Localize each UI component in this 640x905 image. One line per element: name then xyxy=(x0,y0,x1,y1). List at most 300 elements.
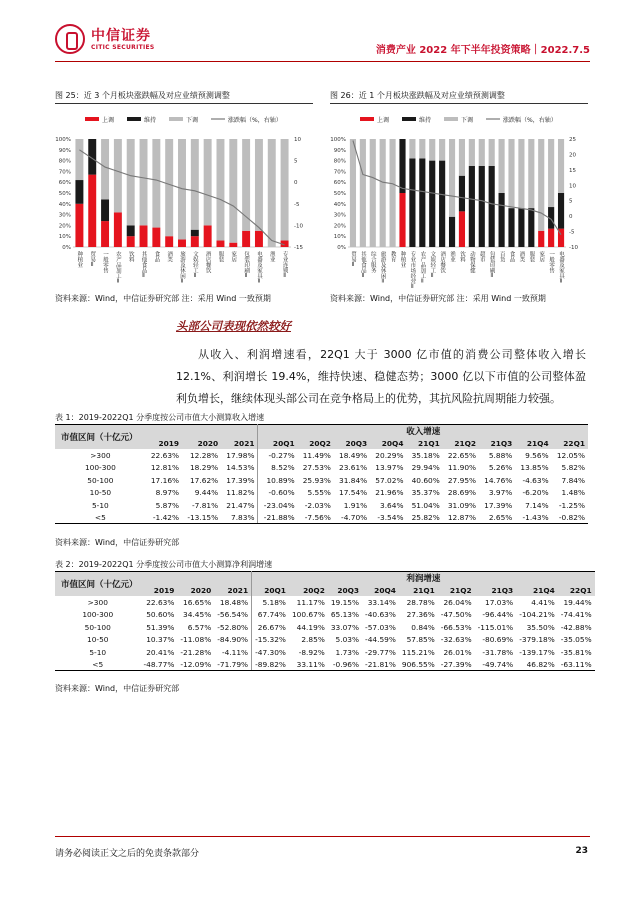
bar-segment xyxy=(380,139,386,247)
x-tick-label: 百货 xyxy=(498,251,505,262)
y2-tick-label: 20 xyxy=(569,152,576,159)
legend-swatch-0 xyxy=(360,117,374,121)
bar-segment xyxy=(399,193,405,247)
bar-segment xyxy=(127,236,135,247)
legend-label: 上调 xyxy=(102,117,115,124)
table-cell: -0.82% xyxy=(552,511,588,523)
x-tick-label: 文娱轻工Ⅱ xyxy=(191,251,198,279)
table-cell: 12.87% xyxy=(443,511,479,523)
figure-26-source: 资料来源：Wind，中信证券研究部 注：采用 Wind 一致预期 xyxy=(330,294,546,303)
table-cell: -32.63% xyxy=(440,635,472,645)
column-header: 2020 xyxy=(182,437,221,449)
x-tick-label: 超市 xyxy=(478,251,485,262)
legend-label: 维持 xyxy=(419,117,432,124)
bar-segment xyxy=(508,139,514,208)
y-tick-label: 0% xyxy=(62,245,71,251)
bar-segment xyxy=(548,229,554,247)
page-number: 23 xyxy=(575,846,588,856)
table-cell: -57.03% xyxy=(365,622,396,632)
column-header: 21Q4 xyxy=(515,437,551,449)
table-cell: 11.82% xyxy=(221,487,258,499)
legend-label: 涨跌幅（%，右轴） xyxy=(503,117,557,124)
table-cell: 33.14% xyxy=(367,598,396,608)
table-cell: 7.84% xyxy=(561,475,585,485)
bar-segment xyxy=(229,243,237,247)
legend-swatch-2 xyxy=(444,117,458,121)
table-cell: 27.95% xyxy=(447,475,477,485)
table-cell: 5.26% xyxy=(488,463,513,473)
table-cell: -44.59% xyxy=(365,635,396,645)
y-tick-label: 10% xyxy=(333,234,346,241)
column-header: 22Q1 xyxy=(552,437,588,449)
table-cell: 57.02% xyxy=(375,475,404,485)
table-row xyxy=(55,474,588,486)
x-tick-label: 包装印刷Ⅱ xyxy=(488,251,495,279)
column-header: 21Q3 xyxy=(475,584,517,596)
column-header: 20Q1 xyxy=(258,437,298,449)
y2-tick-label: 0 xyxy=(294,180,298,187)
bar-segment xyxy=(114,139,122,212)
table-cell: -0.60% xyxy=(268,488,295,498)
table-cell: -2.03% xyxy=(304,500,331,510)
table-cell: 12.28% xyxy=(189,451,219,461)
table-cell: -379.18% xyxy=(519,635,555,645)
table-cell: 11.90% xyxy=(447,463,477,473)
table-cell: 0.84% xyxy=(411,622,435,632)
table-cell: 28.78% xyxy=(406,598,435,608)
column-header: 20Q1 xyxy=(252,584,289,596)
report-title: 消费产业 2022 年下半年投资策略｜2022.7.5 xyxy=(375,45,590,56)
bar-segment xyxy=(350,139,356,247)
body-paragraph: 从收入、利润增速看，22Q1 大于 3000 亿市值的消费公司整体收入增长 12.1%、利润增长 19.4%，维持快速、稳健态势；3000 亿以下市值的公司整体盈利负增长，继续体现头部公司在竞争格局上的优势，其抗风险抗周期能力较强。 xyxy=(176,348,586,405)
x-tick-label: 酒店餐饮 xyxy=(204,251,211,273)
x-tick-label: 其他食品Ⅱ xyxy=(359,251,366,279)
bar-segment xyxy=(469,166,475,247)
x-tick-label: 贸易Ⅱ xyxy=(89,251,96,268)
x-tick-label: 食品 xyxy=(153,251,160,262)
bar-segment xyxy=(216,139,224,241)
table-cell: -115.01% xyxy=(477,622,514,632)
y2-tick-label: 0 xyxy=(569,214,573,221)
bar-segment xyxy=(439,161,445,247)
bar-segment xyxy=(538,231,544,247)
table-cell: -31.78% xyxy=(482,647,514,657)
table-cell: -7.56% xyxy=(298,511,334,523)
x-tick-label: 渔业 xyxy=(449,251,456,262)
table-1 xyxy=(55,424,588,524)
x-tick-label: 服装 xyxy=(217,251,224,262)
x-tick-label: 专业连锁Ⅱ xyxy=(281,251,288,279)
table-cell: -4.11% xyxy=(214,646,251,658)
legend-label: 上调 xyxy=(377,117,390,124)
column-header: 20Q4 xyxy=(362,584,399,596)
bar-segment xyxy=(281,139,289,241)
table-cell: -80.69% xyxy=(482,635,514,645)
table-cell: 10.37% xyxy=(146,635,175,645)
table-cell: 7.14% xyxy=(525,500,549,510)
bar-segment xyxy=(114,212,122,247)
table-cell: -13.15% xyxy=(182,511,221,523)
table-cell: 5.88% xyxy=(488,451,513,461)
bar-segment xyxy=(459,176,465,212)
bar-segment xyxy=(558,139,564,193)
y-tick-label: 90% xyxy=(333,147,346,154)
row-label: 50-100 xyxy=(87,475,114,485)
bar-segment xyxy=(558,193,564,229)
table-row xyxy=(55,658,595,670)
table-cell: -1.42% xyxy=(146,511,182,523)
table-cell: 20.41% xyxy=(146,647,175,657)
figure-26 xyxy=(330,90,588,297)
table-cell: -96.44% xyxy=(482,610,514,620)
bar-segment xyxy=(409,158,415,247)
table-cell: -71.79% xyxy=(214,658,251,670)
x-tick-label: 动物保健 xyxy=(468,251,475,273)
bar-segment xyxy=(528,208,534,247)
column-header: 21Q2 xyxy=(443,437,479,449)
column-header: 21Q3 xyxy=(479,437,515,449)
x-tick-label: 家居 xyxy=(230,251,237,262)
x-tick-label: 种植业 xyxy=(399,251,406,268)
bar-segment xyxy=(268,139,276,247)
table-1-title: 表 1：2019-2022Q1 分季度按公司市值大小测算收入增速 xyxy=(55,413,265,422)
bar-segment xyxy=(255,139,263,231)
bar-segment xyxy=(165,139,173,236)
figure-25-source: 资料来源：Wind，中信证券研究部 注：采用 Wind 一致预期 xyxy=(55,294,271,303)
table-cell: 20.29% xyxy=(375,451,404,461)
table-cell: 5.55% xyxy=(307,488,331,498)
footer-divider xyxy=(55,836,590,837)
figure-25-title: 图 25：近 3 个月板块涨跌幅及对应业绩预测调整 xyxy=(55,90,313,104)
table-cell: -56.54% xyxy=(214,609,251,621)
table-cell: 9.44% xyxy=(194,488,219,498)
table-cell: 17.62% xyxy=(189,475,219,485)
y2-tick-label: 10 xyxy=(294,137,301,143)
table-2-source: 资料来源：Wind，中信证券研究部 xyxy=(55,684,180,693)
table-cell: -47.30% xyxy=(255,647,286,657)
table-cell: 3.97% xyxy=(488,488,513,498)
table-cell: 16.65% xyxy=(183,598,212,608)
x-tick-label: 旅游及休闲Ⅱ xyxy=(179,251,185,285)
x-tick-label: 专业市场经营Ⅱ xyxy=(409,251,416,290)
table-row xyxy=(55,609,595,621)
x-tick-label: 食品 xyxy=(508,251,515,262)
bar-segment xyxy=(165,236,173,247)
row-label: 50-100 xyxy=(84,622,111,632)
table-cell: -35.81% xyxy=(560,647,592,657)
table-cell: -29.77% xyxy=(365,647,396,657)
table-cell: 26.67% xyxy=(257,622,286,632)
table-cell: 9.56% xyxy=(525,451,549,461)
row-label: 10-50 xyxy=(89,488,112,498)
y2-tick-label: -10 xyxy=(569,245,578,251)
y2-tick-label: -5 xyxy=(294,201,300,208)
bar-segment xyxy=(242,231,250,247)
table-cell: -40.63% xyxy=(365,610,396,620)
table-cell: -6.20% xyxy=(522,488,549,498)
table-cell: -8.92% xyxy=(298,647,325,657)
bar-segment xyxy=(489,166,495,247)
y-tick-label: 20% xyxy=(58,223,71,230)
bar-segment xyxy=(191,139,199,230)
table-cell: -27.39% xyxy=(438,658,475,670)
table-cell: 12.81% xyxy=(150,463,180,473)
bar-segment xyxy=(449,139,455,217)
table-cell: 14.53% xyxy=(221,462,258,474)
bar-segment xyxy=(449,217,455,247)
bar-segment xyxy=(191,236,199,247)
table-cell: 57.85% xyxy=(406,635,435,645)
bar-segment xyxy=(127,139,135,225)
bar-segment xyxy=(152,139,160,228)
table-cell: 17.39% xyxy=(221,474,258,486)
x-tick-label: 教育 xyxy=(389,251,396,262)
column-header: 21Q2 xyxy=(438,584,475,596)
table-cell: 21.47% xyxy=(221,499,258,511)
bar-segment xyxy=(538,139,544,231)
table-row xyxy=(55,596,595,608)
table-cell: 115.21% xyxy=(401,647,435,657)
y-tick-label: 60% xyxy=(58,180,71,187)
y-tick-label: 50% xyxy=(58,191,71,197)
table-cell: -66.53% xyxy=(440,622,472,632)
bar-segment xyxy=(370,139,376,247)
table-cell: 31.09% xyxy=(447,500,477,510)
y-tick-label: 100% xyxy=(330,137,346,143)
table-cell: 17.98% xyxy=(221,449,258,461)
table-cell: 5.03% xyxy=(335,635,360,645)
bar-segment xyxy=(191,230,199,236)
column-header: 2021 xyxy=(214,584,251,596)
table-cell: 35.37% xyxy=(411,488,440,498)
table-cell: 17.03% xyxy=(485,598,514,608)
bar-segment xyxy=(479,166,485,247)
table-cell: 11.49% xyxy=(302,451,331,461)
column-header: 21Q1 xyxy=(399,584,438,596)
table-cell: 2.85% xyxy=(301,635,325,645)
y-tick-label: 80% xyxy=(58,158,71,165)
bar-segment xyxy=(429,139,435,161)
y2-tick-label: -5 xyxy=(569,229,575,236)
row-label: <5 xyxy=(55,658,141,670)
x-tick-label: 服装 xyxy=(528,251,535,262)
bar-segment xyxy=(75,204,83,247)
bar-segment xyxy=(499,193,505,247)
table-cell: 51.39% xyxy=(146,622,175,632)
table-cell: 2.65% xyxy=(479,511,515,523)
figure-26-chart xyxy=(330,107,588,297)
bar-segment xyxy=(489,139,495,166)
table-cell: 25.82% xyxy=(406,511,442,523)
table-cell: 18.49% xyxy=(339,451,368,461)
y-tick-label: 10% xyxy=(58,234,71,241)
y-tick-label: 60% xyxy=(333,180,346,187)
range-header: 市值区间（十亿元） xyxy=(55,425,146,450)
bar-segment xyxy=(439,139,445,161)
table-cell: -47.50% xyxy=(440,610,472,620)
table-cell: 1.91% xyxy=(343,500,368,510)
y2-tick-label: 5 xyxy=(569,198,573,205)
table-cell: 1.48% xyxy=(561,488,585,498)
table-cell: -1.25% xyxy=(558,500,585,510)
bar-segment xyxy=(419,158,425,247)
table-cell: 17.39% xyxy=(484,500,513,510)
table-cell: -49.74% xyxy=(475,658,517,670)
y-tick-label: 100% xyxy=(55,137,71,143)
column-header: 2019 xyxy=(141,584,178,596)
annual-header-spacer xyxy=(146,425,258,438)
column-header: 21Q1 xyxy=(406,437,442,449)
row-label: <5 xyxy=(55,511,146,523)
bar-segment xyxy=(459,211,465,247)
y-tick-label: 30% xyxy=(58,212,71,219)
table-cell: 26.04% xyxy=(443,598,472,608)
table-cell: 6.57% xyxy=(187,622,212,632)
x-tick-label: 农产品加工Ⅱ xyxy=(114,251,121,285)
bar-segment xyxy=(548,139,554,207)
y2-tick-label: -15 xyxy=(294,245,303,251)
bar-segment xyxy=(88,175,96,247)
table-cell: 46.82% xyxy=(516,658,558,670)
table-cell: 34.45% xyxy=(183,610,212,620)
bar-segment xyxy=(75,180,83,204)
bar-segment xyxy=(399,139,405,193)
column-header: 21Q4 xyxy=(516,584,558,596)
x-tick-label: 文娱轻工Ⅱ xyxy=(429,251,436,279)
y-tick-label: 90% xyxy=(58,147,71,154)
table-cell: 65.13% xyxy=(330,610,360,620)
table-cell: 28.69% xyxy=(447,488,477,498)
legend-swatch-1 xyxy=(402,117,416,121)
table-row xyxy=(55,634,595,646)
bar-segment xyxy=(101,139,109,199)
table-cell: 33.11% xyxy=(289,658,328,670)
table-cell: -89.82% xyxy=(252,658,289,670)
x-tick-label: 酒店餐饮 xyxy=(439,251,446,273)
table-cell: 21.96% xyxy=(375,488,404,498)
table-cell: 12.05% xyxy=(556,451,585,461)
bar-segment xyxy=(518,208,524,247)
table-cell: 67.74% xyxy=(257,610,286,620)
table-cell: 14.76% xyxy=(484,475,513,485)
table-cell: -1.43% xyxy=(515,511,551,523)
column-header: 2019 xyxy=(146,437,182,449)
legend-label: 下调 xyxy=(461,117,474,124)
table-cell: 51.04% xyxy=(411,500,440,510)
bar-segment xyxy=(479,139,485,166)
range-header: 市值区间（十亿元） xyxy=(55,572,141,597)
table-1-source: 资料来源：Wind，中信证券研究部 xyxy=(55,538,180,547)
legend-label: 涨跌幅（%，右轴） xyxy=(228,117,282,124)
row-label: >300 xyxy=(90,451,111,461)
x-tick-label: 农产品加工Ⅱ xyxy=(419,251,426,285)
table-cell: -74.41% xyxy=(560,610,592,620)
x-tick-label: 贸易Ⅱ xyxy=(349,251,356,268)
annual-header-spacer xyxy=(141,572,252,585)
bar-segment xyxy=(101,221,109,247)
y-tick-label: 0% xyxy=(337,245,346,251)
table-cell: 17.16% xyxy=(150,475,180,485)
table-row xyxy=(55,462,588,474)
table-cell: -7.81% xyxy=(192,500,219,510)
table-cell: -4.63% xyxy=(522,475,549,485)
column-header: 2021 xyxy=(221,437,258,449)
figure-25-chart xyxy=(55,107,313,297)
column-header: 20Q3 xyxy=(328,584,362,596)
legend-swatch-0 xyxy=(85,117,99,121)
table-cell: 11.17% xyxy=(296,598,325,608)
x-tick-label: 家居 xyxy=(538,251,545,262)
table-cell: 50.60% xyxy=(146,610,175,620)
y2-tick-label: -10 xyxy=(294,223,303,230)
section-heading: 头部公司表现依然较好 xyxy=(176,319,291,333)
table-row xyxy=(55,499,588,511)
x-tick-label: 酒类 xyxy=(166,251,173,262)
bar-segment xyxy=(528,139,534,208)
table-cell: 44.19% xyxy=(296,622,325,632)
table-row xyxy=(55,621,595,633)
y-tick-label: 70% xyxy=(58,169,71,176)
table-cell: 27.36% xyxy=(406,610,435,620)
table-cell: -35.05% xyxy=(560,635,592,645)
bar-segment xyxy=(140,225,148,247)
table-cell: 22.63% xyxy=(146,598,175,608)
column-header: 20Q3 xyxy=(334,437,370,449)
table-cell: 23.61% xyxy=(339,463,368,473)
table-cell: -0.27% xyxy=(268,451,295,461)
bar-segment xyxy=(508,208,514,247)
bar-segment xyxy=(75,139,83,180)
column-header: 20Q2 xyxy=(298,437,334,449)
table-row xyxy=(55,511,588,523)
x-tick-label: 渔业 xyxy=(268,251,275,262)
figure-25 xyxy=(55,90,313,297)
table-cell: -48.77% xyxy=(141,658,178,670)
table-cell: 8.52% xyxy=(271,463,295,473)
table-cell: 18.48% xyxy=(214,596,251,608)
table-cell: 19.15% xyxy=(330,598,360,608)
x-tick-label: 电器及家具Ⅱ xyxy=(558,251,565,285)
table-cell: 35.18% xyxy=(411,451,440,461)
bar-segment xyxy=(518,139,524,208)
row-label: 5-10 xyxy=(89,647,107,657)
bar-segment xyxy=(216,241,224,247)
table-cell: -12.09% xyxy=(177,658,214,670)
metric-band-header: 收入增速 xyxy=(258,425,588,438)
table-cell: 26.01% xyxy=(443,647,472,657)
x-tick-label: 酒类 xyxy=(518,251,525,262)
table-cell: 8.97% xyxy=(155,488,180,498)
y-tick-label: 50% xyxy=(333,191,346,197)
table-cell: 13.97% xyxy=(375,463,404,473)
x-tick-label: 综合服务 xyxy=(369,251,376,273)
table-2-title: 表 2：2019-2022Q1 分季度按公司市值大小测算净利润增速 xyxy=(55,560,273,569)
table-cell: -11.08% xyxy=(180,635,212,645)
table-cell: 18.29% xyxy=(189,463,219,473)
table-cell: -0.96% xyxy=(328,658,362,670)
row-label: 5-10 xyxy=(91,500,109,510)
table-cell: 13.85% xyxy=(520,463,549,473)
bar-segment xyxy=(140,139,148,225)
bar-segment xyxy=(499,139,505,193)
table-cell: 5.82% xyxy=(561,463,585,473)
table-2 xyxy=(55,571,595,671)
y-tick-label: 30% xyxy=(333,212,346,219)
legend-swatch-2 xyxy=(169,117,183,121)
table-cell: 19.44% xyxy=(563,598,592,608)
bar-segment xyxy=(101,199,109,221)
bar-segment xyxy=(204,139,212,225)
